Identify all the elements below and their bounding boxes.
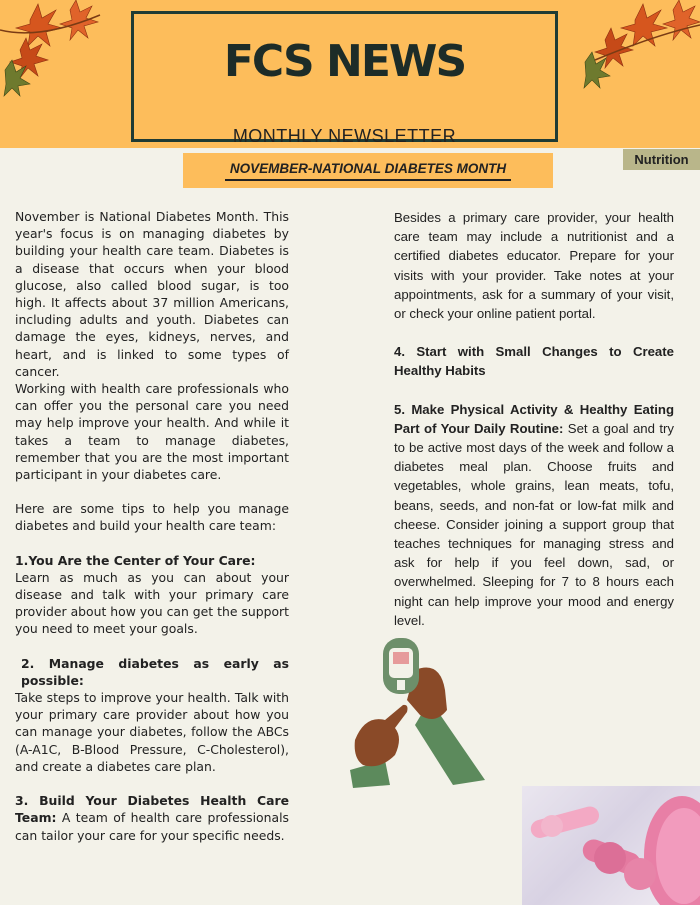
glucose-meter-illustration (345, 630, 505, 790)
left-column (15, 208, 289, 844)
autumn-leaves-icon (575, 0, 700, 100)
tip3-paragraph (15, 792, 289, 844)
autumn-leaves-icon (0, 0, 120, 100)
tip3-heading: 3. Build Your Diabetes Health Care Team: (15, 793, 289, 826)
continued-paragraph: Besides a primary care provider, your health care team may include a nutritionist and a certified diabetes educator. Prepare for your visits with your provider. Take notes at your appointments, ask for a summary of your visit, or check your online patient portal. (394, 210, 674, 322)
tip4-heading: 4. Start with Small Changes to Create Healthy Habits (394, 344, 674, 379)
tip1-body: Learn as much as you can about your disease and talk with your primary care provider about how you can get the support you need to meet your goals. (15, 569, 289, 637)
tip5-body: Set a goal and try to be active most days of the week and follow a diabetes meal plan. Choose fruits and vegetables, whole grains, lean meats, tofu, beans, seeds, and non-fat or low-fat milk and cheese. Consider joining a support group that teaches techniques for managing stress and ask for help if you feel down, sad, or overwhelmed. Sleeping for 7 to 8 hours each night can help improve your mood and energy level. (394, 420, 674, 628)
newsletter-subtitle: MONTHLY NEWSLETTER (232, 126, 457, 146)
tip3-body: A team of health care professionals can tailor your care for your specific needs. (15, 810, 289, 843)
tip5-paragraph (394, 400, 674, 630)
dumbbells-photo (522, 786, 700, 905)
tip1-heading: 1.You Are the Center of Your Care: (15, 552, 256, 568)
banner-underline (225, 179, 511, 181)
newsletter-title: FCS NEWS (223, 36, 466, 87)
intro-paragraph: November is National Diabetes Month. This year's focus is on managing diabetes by building your health care team. Diabetes is a disease that occurs when your blood glucose, also called blood sugar, is too high. It affects about 37 million Americans, including adults and youth. Diabetes can damage the eyes, kidneys, nerves, and heart, and is linked to some types of cancer. (15, 209, 289, 379)
category-tag: Nutrition (623, 149, 700, 170)
month-banner-text: NOVEMBER-NATIONAL DIABETES MONTH (229, 161, 507, 176)
tip2-heading: 2. Manage diabetes as early as possible: (21, 655, 289, 688)
month-banner (183, 153, 553, 188)
title-box (131, 11, 558, 146)
tips-intro: Here are some tips to help you manage diabetes and build your health care team: (15, 501, 289, 534)
dumbbells-icon (522, 786, 700, 905)
team-paragraph: Working with health care professionals who can offer you the personal care you need may help improve your health. And while it takes a team to manage diabetes, remember that you are the most important participant in your diabetes care. (15, 381, 289, 483)
tip2-body: Take steps to improve your health. Talk with your primary care provider about how you can manage your diabetes, follow the ABCs (A-A1C, B-Blood Pressure, C-Cholesterol), and create a diabetes care plan. (15, 690, 289, 774)
tip5-heading: 5. Make Physical Activity & Healthy Eating Part of Your Daily Routine: (394, 401, 674, 436)
right-column (394, 208, 674, 630)
